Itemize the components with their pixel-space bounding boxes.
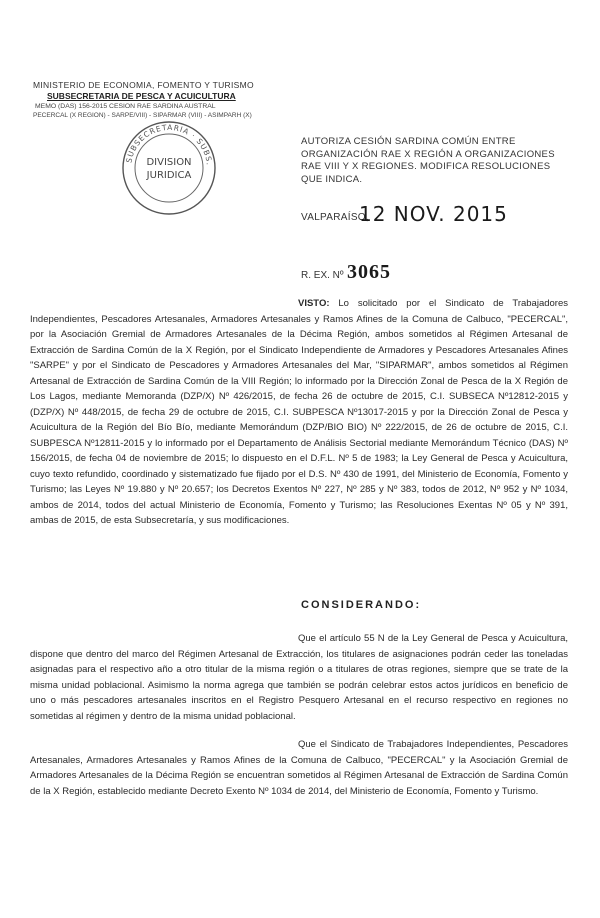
- visto-text: Lo solicitado por el Sindicato de Trabajadores Independientes, Pescadores Artesanales, Armadores Artesanales y Ramos Afines de la Comuna de Calbuco, "PECERCAL", por la Asociación Gremial de Armadores Artesanales de la Décima Región, ambos sometidos al Régimen Artesanal de Extracción de Sardina Común de la X Región, por el Sindicato Independiente de Armadores y Pescadores Artesanales Afines "SARPE" y por el Sindicato de Pescadores y Armadores Artesanales del Mar, "SIPARMAR", ambos sometidos al Régimen Artesanal de Extracción de Sardina Común de la VIII Región; lo informado por la Dirección Zonal de Pesca de la X Región de Los Lagos, mediante Memoranda (DZP/X) Nº 426/2015, de fecha 26 de octubre de 2015, C.I. SUBSECA Nº12812-2015 y (DZP/X) Nº 448/2015, de fecha 29 de octubre de 2015, C.I. SUBPESCA Nº13017-2015 y por la Dirección Zonal de Pesca y Acuicultura de la Región del Bío Bío, mediante Memorándum (DZP/BIO BIO) Nº 222/2015, de 26 de octubre de 2015, C.I. SUBPESCA Nº12811-2015 y lo informado por el Departamento de Análisis Sectorial mediante Memorándum Técnico (DAS) Nº 156/2015, de fecha 04 de noviembre de 2015; lo dispuesto en el D.F.L. Nº 5 de 1983; la Ley General de Pesca y Acuicultura, cuyo texto refundido, coordinado y sistematizado fue fijado por el D.S. Nº 430 de 1991, del Ministerio de Economía, Fomento y Turismo; las Leyes Nº 19.880 y Nº 20.657; los Decretos Exentos Nº 227, Nº 285 y Nº 383, todos de 2012, Nº 952 y Nº 1034, ambos de 2014, todos del actual Ministerio de Economía, Fomento y Turismo; las Resoluciones Exentas Nº 05 y Nº 391, ambas de 2015, de esta Subsecretaría, y sus modificaciones.: [30, 298, 568, 526]
- visto-section: [30, 296, 568, 529]
- resolution-number: 3065: [347, 261, 391, 283]
- organizations-reference: PECERCAL (X REGION) - SARPE/VIII) - SIPARMAR (VIII) - ASIMPARH (X): [33, 112, 252, 119]
- stamp-inner-line2: JURIDICA: [146, 170, 192, 181]
- resolution-subject: AUTORIZA CESIÓN SARDINA COMÚN ENTRE ORGANIZACIÓN RAE X REGIÓN A ORGANIZACIONES RAE VIII Y X REGIONES. MODIFICA RESOLUCIONES QUE INDICA.: [301, 136, 555, 185]
- considerando-heading: CONSIDERANDO:: [301, 599, 422, 611]
- date-line: [301, 202, 508, 226]
- visto-label: VISTO:: [298, 298, 330, 309]
- considerando-p1-text: Que el artículo 55 N de la Ley General de Pesca y Acuicultura, dispone que dentro del marco del Régimen Artesanal de Extracción, los titulares de asignaciones podrán ceder las toneladas asignadas para el respectivo año a otro titular de la misma región o a titulares de otras regiones, siempre que se trate de la misma unidad poblacional. Asimismo la norma agrega que también se podrán celebrar estos actos jurídicos en beneficio de uno o más pescadores artesanales inscritos en el Registro Pesquero Artesanal en el recurso respectivo en regiones no sometidas al régimen y dentro de la misma unidad poblacional.: [30, 633, 568, 722]
- date-handwritten: 12 NOV. 2015: [359, 202, 508, 226]
- considerando-p2-text: Que el Sindicato de Trabajadores Independientes, Pescadores Artesanales, Armadores Artesanales y Ramos Afines de la Comuna de Calbuco, "PECERCAL" y la Asociación Gremial de Armadores Artesanales de la Décima Región se encuentran sometidos al Régimen Artesanal de Extracción de Sardina Común de la X Región, establecido mediante Decreto Exento Nº 1034 de 2014, del Ministerio de Economía, Fomento y Turismo.: [30, 739, 568, 797]
- division-juridica-stamp: [119, 118, 219, 218]
- stamp-inner-line1: DIVISION: [146, 157, 192, 168]
- stamp-outer-text: SUBSECRETARIA · SUBS.: [124, 122, 214, 167]
- considerando-paragraph-2: [30, 737, 568, 799]
- ministry-name: MINISTERIO DE ECONOMIA, FOMENTO Y TURISMO: [33, 80, 254, 90]
- memo-reference: MEMO (DAS) 156-2015 CESION RAE SARDINA AUSTRAL: [35, 103, 216, 110]
- date-place: VALPARAÍSO,: [301, 212, 369, 223]
- subsecretaria-name: SUBSECRETARIA DE PESCA Y ACUICULTURA: [47, 91, 236, 101]
- resolution-number-line: [301, 261, 391, 283]
- resolution-label: R. EX. Nº: [301, 270, 344, 281]
- considerando-paragraph-1: [30, 631, 568, 724]
- letterhead: [33, 80, 283, 120]
